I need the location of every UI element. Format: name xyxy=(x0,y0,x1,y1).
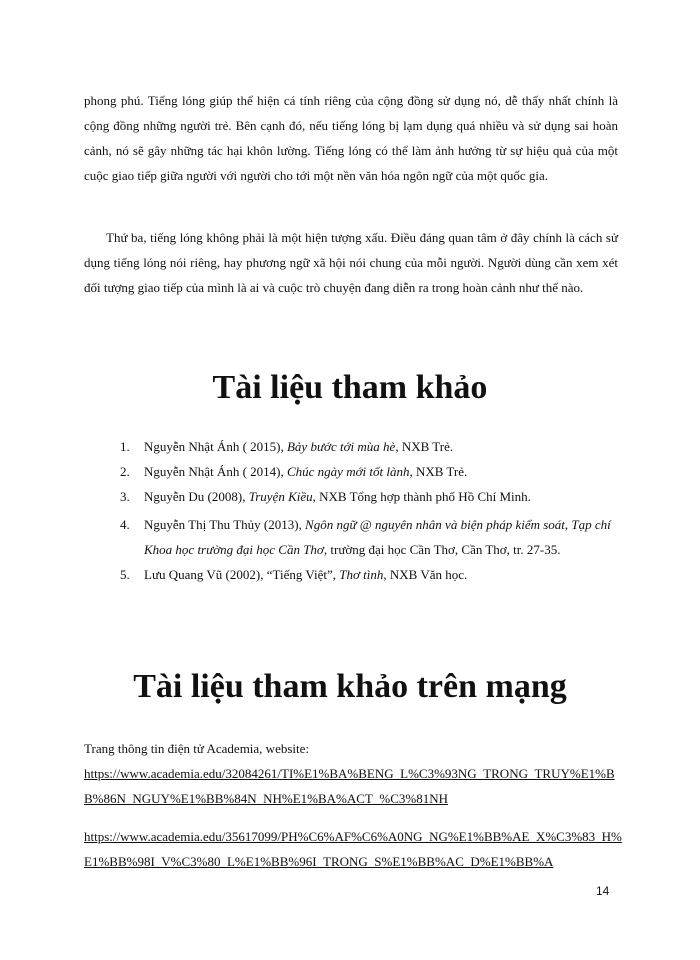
online-intro: Trang thông tin điện tử Academia, website: xyxy=(84,741,310,756)
online-reference-link-2[interactable]: https://www.academia.edu/35617099/PH%C6%AF%C6%A0NG_NG%E1%BB%AE_X%C3%83_H%E1%BB%98I_V%C3%80_L%E1%BB%96I_TRONG_S%E1%BB%AC_D%E1%BB%A xyxy=(84,829,622,869)
reference-title: Ngôn ngữ @ nguyên nhân và biện pháp kiểm soát xyxy=(305,517,565,532)
reference-author: Nguyễn Nhật Ánh ( 2014), xyxy=(144,464,287,479)
reference-title: Thơ tình xyxy=(339,567,384,582)
online-references-heading: Tài liệu tham khảo trên mạng xyxy=(133,668,567,705)
reference-title: Truyện Kiều xyxy=(248,489,313,504)
reference-separator: , xyxy=(564,517,572,532)
reference-author: Lưu Quang Vũ (2002), “Tiếng Việt”, xyxy=(144,567,340,582)
reference-journal: Tạp chí Khoa học trường đại học Cần Thơ xyxy=(144,517,611,557)
reference-item xyxy=(120,484,620,509)
reference-author: Nguyễn Nhật Ánh ( 2015), xyxy=(144,439,287,454)
reference-number: 1. xyxy=(120,439,130,454)
reference-publisher: , NXB Trẻ. xyxy=(395,439,454,454)
page-number: 14 xyxy=(596,884,610,898)
online-reference-link-1[interactable]: https://www.academia.edu/32084261/TI%E1%BA%BENG_L%C3%93NG_TRONG_TRUY%E1%BB%86N_NGUY%E1%BB%84N_NH%E1%BA%ACT_%C3%81NH xyxy=(84,766,615,806)
online-link-2-wrap xyxy=(84,824,624,874)
reference-item xyxy=(120,512,620,562)
body-paragraph-2 xyxy=(84,225,618,300)
reference-publisher: , trường đại học Cần Thơ, Cần Thơ, tr. 27-35. xyxy=(323,542,561,557)
reference-number: 3. xyxy=(120,489,130,504)
reference-item xyxy=(120,434,620,459)
reference-number: 4. xyxy=(120,517,130,532)
references-heading: Tài liệu tham khảo xyxy=(212,369,488,406)
reference-item xyxy=(120,562,620,587)
body-paragraph-2-text: Thứ ba, tiếng lóng không phải là một hiện tượng xấu. Điều đáng quan tâm ở đây chính là cách sử dụng tiếng lóng nói riêng, hay phương ngữ xã hội nói chung của mỗi người. Người dùng cần xem xét đối tượng giao tiếp của mình là ai và cuộc trò chuyện đang diễn ra trong hoàn cảnh như thế nào. xyxy=(84,230,618,295)
reference-publisher: , NXB Trẻ. xyxy=(409,464,468,479)
reference-title: Chúc ngày mới tốt lành xyxy=(286,464,410,479)
reference-publisher: , NXB Văn học. xyxy=(383,567,468,582)
body-paragraph-1: phong phú. Tiếng lóng giúp thể hiện cá tính riêng của cộng đồng sử dụng nó, dễ thấy nhất chính là cộng đồng những người trẻ. Bên cạnh đó, nếu tiếng lóng bị lạm dụng quá nhiều và sử dụng sai hoàn cảnh, nó sẽ gây những tác hại khôn lường. Tiếng lóng có thể làm ảnh hưởng từ sự hiệu quả của một cuộc giao tiếp giữa người với người cho tới một nền văn hóa ngôn ngữ của một quốc gia. xyxy=(84,93,618,183)
reference-title: Bảy bước tới mùa hè xyxy=(286,439,396,454)
reference-number: 2. xyxy=(120,464,130,479)
references-list xyxy=(120,434,620,587)
reference-item xyxy=(120,459,620,484)
online-link-1-wrap xyxy=(84,761,624,811)
reference-number: 5. xyxy=(120,567,130,582)
reference-author: Nguyễn Du (2008), xyxy=(144,489,249,504)
reference-author: Nguyễn Thị Thu Thủy (2013), xyxy=(144,517,306,532)
reference-publisher: , NXB Tổng hợp thành phố Hồ Chí Minh. xyxy=(312,489,531,504)
